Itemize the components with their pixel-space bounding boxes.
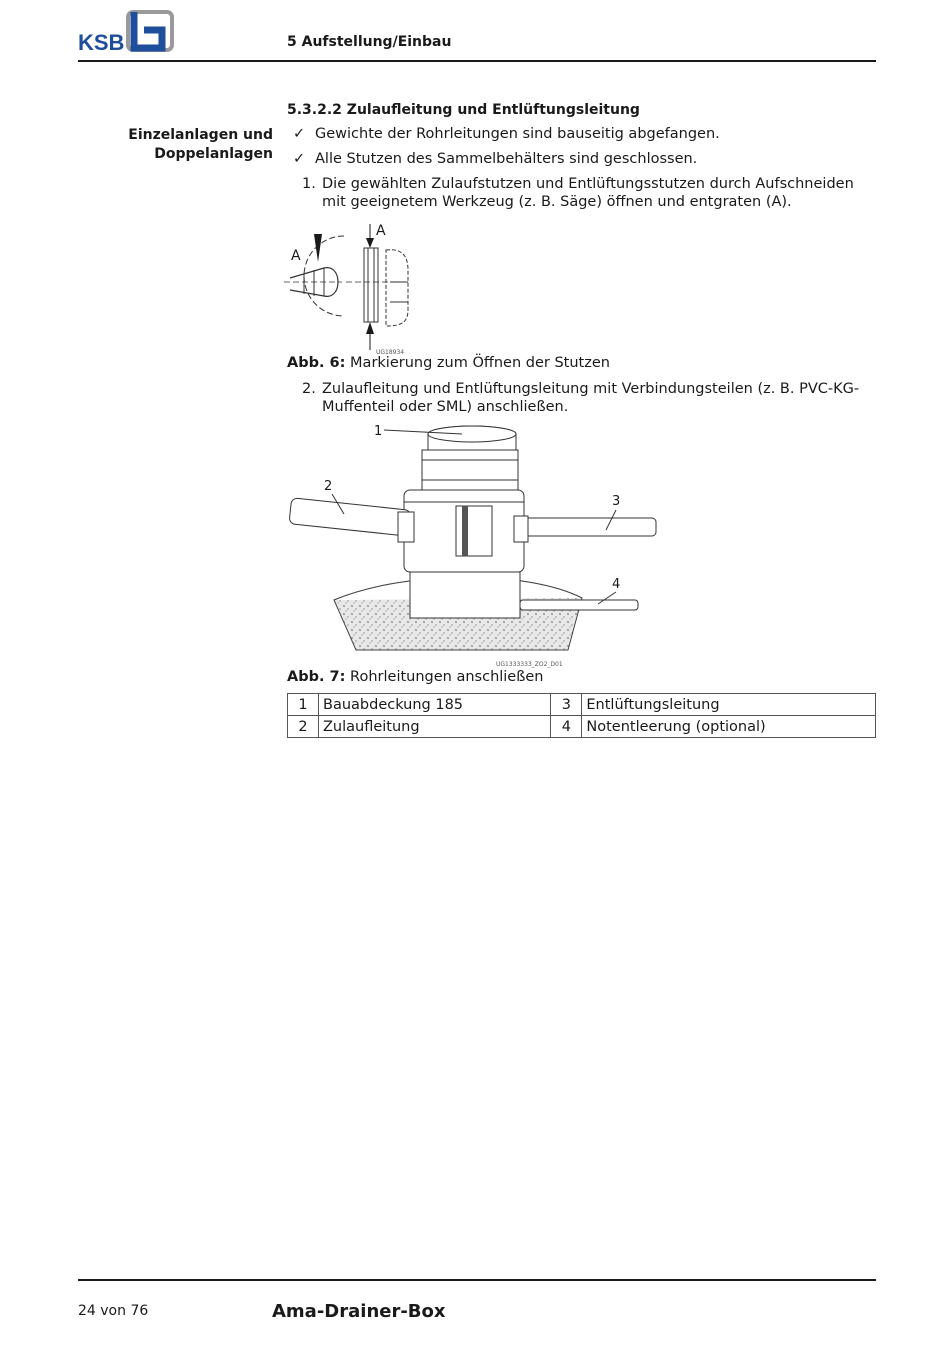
figure-6-caption-text: Markierung zum Öffnen der Stutzen xyxy=(350,355,610,371)
document-title: Ama-Drainer-Box xyxy=(272,1301,446,1322)
side-note xyxy=(78,126,273,164)
page-number: 24 von 76 xyxy=(78,1303,149,1319)
table-row xyxy=(288,694,876,716)
check-text: Gewichte der Rohrleitungen sind bauseitig abgefangen. xyxy=(315,126,720,142)
figure-7-code: UG1333333_ZO2_D01 xyxy=(496,661,563,668)
legend-num: 2 xyxy=(288,716,319,738)
legend-num: 1 xyxy=(288,694,319,716)
legend-text: Entlüftungsleitung xyxy=(582,694,876,716)
side-note-line2: Doppelanlagen xyxy=(154,146,273,162)
legend-text: Notentleerung (optional) xyxy=(582,716,876,738)
legend-num: 4 xyxy=(551,716,582,738)
step-text: Die gewählten Zulaufstutzen und Entlüftungsstutzen durch Aufschneiden mit geeignetem Werkzeug (z. B. Säge) öffnen und entgraten (A). xyxy=(322,176,854,210)
legend-text: Bauabdeckung 185 xyxy=(319,694,551,716)
step-text: Zulaufleitung und Entlüftungsleitung mit Verbindungsteilen (z. B. PVC-KG-Muffenteil oder SML) anschließen. xyxy=(322,381,860,415)
legend-num: 3 xyxy=(551,694,582,716)
chapter-title: 5 Aufstellung/Einbau xyxy=(287,34,452,50)
check-item xyxy=(293,151,697,167)
figure-7-caption-text: Rohrleitungen anschließen xyxy=(350,669,544,685)
figure-7-label: Abb. 7: xyxy=(287,669,346,685)
check-icon: ✓ xyxy=(293,126,306,142)
table-row xyxy=(288,716,876,738)
step-number: 1. xyxy=(302,176,316,192)
callout-1: 1 xyxy=(374,424,383,439)
marker-a-left: A xyxy=(291,248,301,264)
figure-7-caption xyxy=(287,669,543,685)
header-rule xyxy=(78,60,876,62)
legend-text: Zulaufleitung xyxy=(319,716,551,738)
figure-6-drawing xyxy=(284,220,424,356)
section-title: 5.3.2.2 Zulaufleitung und Entlüftungsleitung xyxy=(287,102,640,118)
step-item xyxy=(302,175,876,211)
check-icon: ✓ xyxy=(293,151,306,167)
side-note-line1: Einzelanlagen und xyxy=(128,127,273,143)
figure-7-drawing xyxy=(286,420,662,670)
figure-6-caption xyxy=(287,355,610,371)
ksb-logo xyxy=(78,8,178,54)
callout-2: 2 xyxy=(324,479,333,494)
check-text: Alle Stutzen des Sammelbehälters sind geschlossen. xyxy=(315,151,698,167)
marker-a-right: A xyxy=(376,223,386,239)
step-item xyxy=(302,380,876,416)
figure-6-label: Abb. 6: xyxy=(287,355,346,371)
step-number: 2. xyxy=(302,381,316,397)
footer-rule xyxy=(78,1279,876,1281)
callout-4: 4 xyxy=(612,577,621,592)
check-item xyxy=(293,126,720,142)
legend-table xyxy=(287,693,876,738)
figure-6-code: UG18934 xyxy=(376,349,405,356)
logo-text: KSB xyxy=(78,30,125,54)
callout-3: 3 xyxy=(612,494,621,509)
